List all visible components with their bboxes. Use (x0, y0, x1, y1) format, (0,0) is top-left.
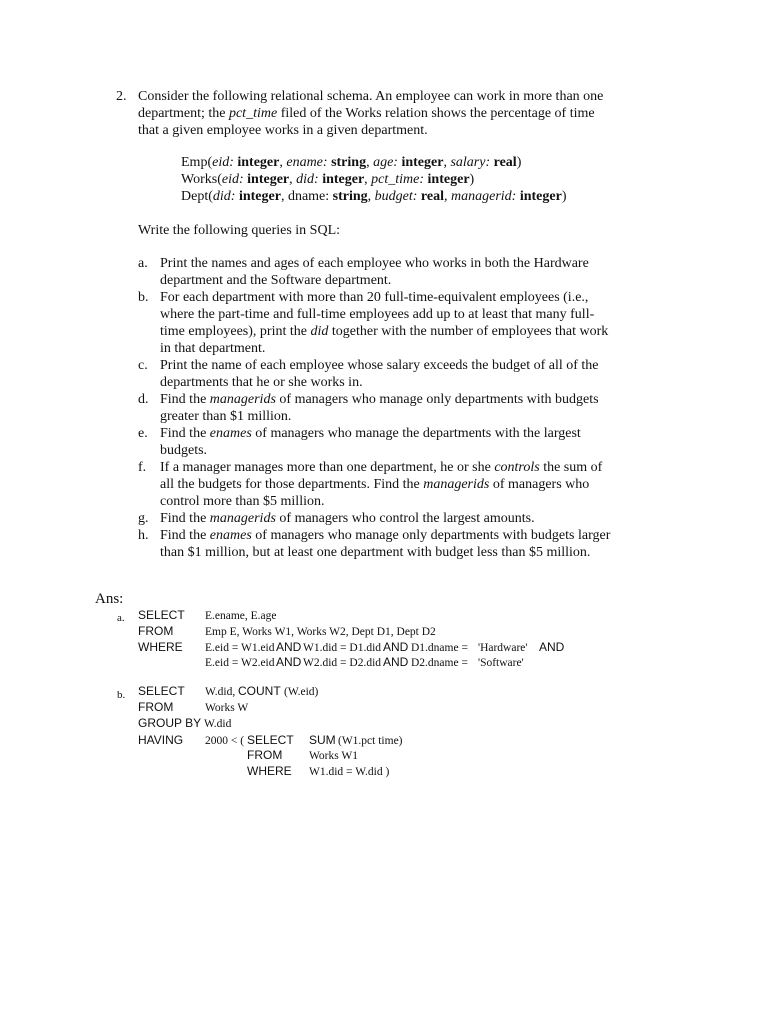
text-run: of managers who manage only departments with budgets larger than $1 million, but at least one department with budget less than $5 million. (160, 528, 611, 560)
query-label: h. (138, 528, 149, 543)
sql-keyword-group-by: GROUP BY (138, 716, 202, 730)
text-run: , (367, 189, 375, 204)
text-run: ) (561, 189, 567, 204)
italic-term: controls (494, 460, 540, 475)
text-run: , dname: (280, 189, 333, 204)
text-run: , (364, 172, 372, 187)
question-intro (138, 88, 608, 139)
text-run: of managers who manage only departments with budgets greater than $1 million. (160, 392, 599, 424)
italic-term: managerids (209, 392, 276, 407)
text-run: If a manager manages more than one department, he or she (160, 460, 495, 475)
query-text (160, 255, 613, 289)
sql-keyword-and: AND (383, 640, 409, 654)
query-label: f. (138, 460, 147, 475)
bold-type: integer (519, 189, 562, 204)
text-run: Consider the following relational schema. An employee can work in more than one department; the (138, 89, 604, 121)
sql-keyword-count: COUNT (238, 684, 281, 698)
query-item-e (138, 425, 613, 459)
query-item-d (138, 391, 613, 425)
italic-term: did: (212, 189, 236, 204)
italic-term: enames (209, 528, 252, 543)
query-item-a (138, 255, 613, 289)
bold-type: string (331, 155, 367, 170)
sql-keyword-having: HAVING (138, 733, 184, 747)
sql-keyword-select: SELECT (138, 684, 185, 698)
text-run: ) (469, 172, 475, 187)
sql-condition: D1.dname = (411, 642, 468, 654)
italic-term: managerid: (451, 189, 517, 204)
schema-works (181, 171, 566, 188)
text-run: , (366, 155, 374, 170)
sql-select-columns: W.did, (205, 686, 236, 698)
query-text (160, 527, 613, 561)
text-run: of managers who control the largest amounts. (275, 511, 535, 526)
answer-label: a. (117, 612, 125, 624)
bold-type: integer (247, 172, 290, 187)
sql-keyword-where: WHERE (138, 640, 183, 654)
sql-string-literal: 'Software' (478, 657, 524, 669)
text-run: Find the (160, 392, 210, 407)
text-run: the sum of all the budgets for those departments. Find the (160, 460, 603, 492)
sql-keyword-where: WHERE (247, 764, 292, 778)
text-run: Find the (160, 426, 210, 441)
text-run: of managers who manage the departments with the largest budgets. (160, 426, 581, 458)
text-run: Find the (160, 511, 210, 526)
text-run: , (443, 155, 451, 170)
sql-string-literal: 'Hardware' (478, 642, 528, 654)
write-prompt: Write the following queries in SQL: (138, 223, 341, 238)
query-label: a. (138, 256, 148, 271)
italic-term: enames (209, 426, 252, 441)
bold-type: real (493, 155, 517, 170)
sql-sum-argument: (W1.pct time) (338, 735, 403, 747)
query-text (160, 459, 613, 510)
query-label: c. (138, 358, 148, 373)
bold-type: string (332, 189, 368, 204)
italic-term: pct_time: (371, 172, 425, 187)
query-text (160, 425, 613, 459)
answer-label: b. (117, 689, 126, 701)
query-text (160, 289, 613, 357)
sql-keyword-select: SELECT (138, 608, 185, 622)
bold-type: integer (427, 172, 470, 187)
sql-group-by-column: W.did (204, 718, 232, 730)
sql-keyword-and: AND (539, 640, 565, 654)
sql-condition: W2.did = D2.did (303, 657, 382, 669)
italic-term: age: (373, 155, 398, 170)
italic-term: did (310, 324, 329, 339)
bold-type: integer (237, 155, 280, 170)
italic-term: managerids (209, 511, 276, 526)
sql-keyword-select: SELECT (247, 733, 294, 747)
sql-keyword-sum: SUM (309, 733, 336, 747)
query-item-f (138, 459, 613, 510)
query-label: b. (138, 290, 149, 305)
sql-keyword-from: FROM (138, 624, 174, 638)
query-label: e. (138, 426, 148, 441)
italic-term: managerids (423, 477, 490, 492)
bold-type: integer (401, 155, 444, 170)
bold-type: integer (322, 172, 365, 187)
schema-emp (181, 154, 566, 171)
bold-type: integer (238, 189, 281, 204)
text-run: of managers who control more than $5 million. (160, 477, 590, 509)
italic-term: eid: (221, 172, 244, 187)
query-label: d. (138, 392, 149, 407)
relational-schema (181, 154, 566, 205)
sql-keyword-from: FROM (247, 748, 283, 762)
italic-term: pct_time (228, 106, 278, 121)
query-text (160, 510, 613, 527)
text-run: Print the names and ages of each employee who works in both the Hardware department and the Software department. (160, 256, 589, 288)
text-run: Emp( (181, 155, 213, 170)
sql-where-condition: W1.did = W.did ) (309, 766, 390, 778)
text-run: Works( (181, 172, 222, 187)
text-run: , (444, 189, 451, 204)
sql-select-columns: E.ename, E.age (205, 610, 277, 622)
sql-count-argument: (W.eid) (284, 686, 319, 698)
sql-condition: E.eid = W1.eid (205, 642, 275, 654)
italic-term: did: (296, 172, 319, 187)
italic-term: eid: (212, 155, 234, 170)
text-run: For each department with more than 20 full-time-equivalent employees (i.e., where the part-time and full-time employees add up to at least that many full-time employees), print the (160, 290, 595, 339)
text-run: Find the (160, 528, 210, 543)
query-item-h (138, 527, 613, 561)
sql-condition: E.eid = W2.eid (205, 657, 275, 669)
sql-keyword-and: AND (276, 640, 302, 654)
text-run: together with the number of employees that work in that department. (160, 324, 609, 356)
sql-from-tables: Works W1 (309, 750, 359, 762)
query-item-c (138, 357, 613, 391)
sql-having-condition: 2000 < ( (205, 735, 245, 747)
query-item-b (138, 289, 613, 357)
sql-condition: W1.did = D1.did (303, 642, 382, 654)
schema-dept (181, 188, 566, 205)
sql-from-tables: Emp E, Works W1, Works W2, Dept D1, Dept D2 (205, 626, 436, 638)
italic-term: ename: (286, 155, 328, 170)
text-run: Print the name of each employee whose salary exceeds the budget of all of the departments that he or she works in. (160, 358, 599, 390)
text-run: , (289, 172, 297, 187)
query-label: g. (138, 511, 149, 526)
sql-keyword-from: FROM (138, 700, 174, 714)
query-item-g (138, 510, 613, 527)
query-list (138, 255, 613, 561)
answers-heading: Ans: (95, 591, 124, 607)
text-run: , (279, 155, 287, 170)
sql-keyword-and: AND (276, 655, 302, 669)
question-number: 2. (116, 89, 127, 104)
italic-term: salary: (450, 155, 491, 170)
sql-condition: D2.dname = (411, 657, 468, 669)
text-run: ) (516, 155, 522, 170)
sql-from-tables: Works W (205, 702, 249, 714)
sql-keyword-and: AND (383, 655, 409, 669)
italic-term: budget: (374, 189, 418, 204)
bold-type: real (420, 189, 444, 204)
query-text (160, 391, 613, 425)
query-text (160, 357, 613, 391)
text-run: Dept( (181, 189, 213, 204)
text-run: filed of the Works relation shows the percentage of time that a given employee works in a given department. (138, 106, 595, 138)
